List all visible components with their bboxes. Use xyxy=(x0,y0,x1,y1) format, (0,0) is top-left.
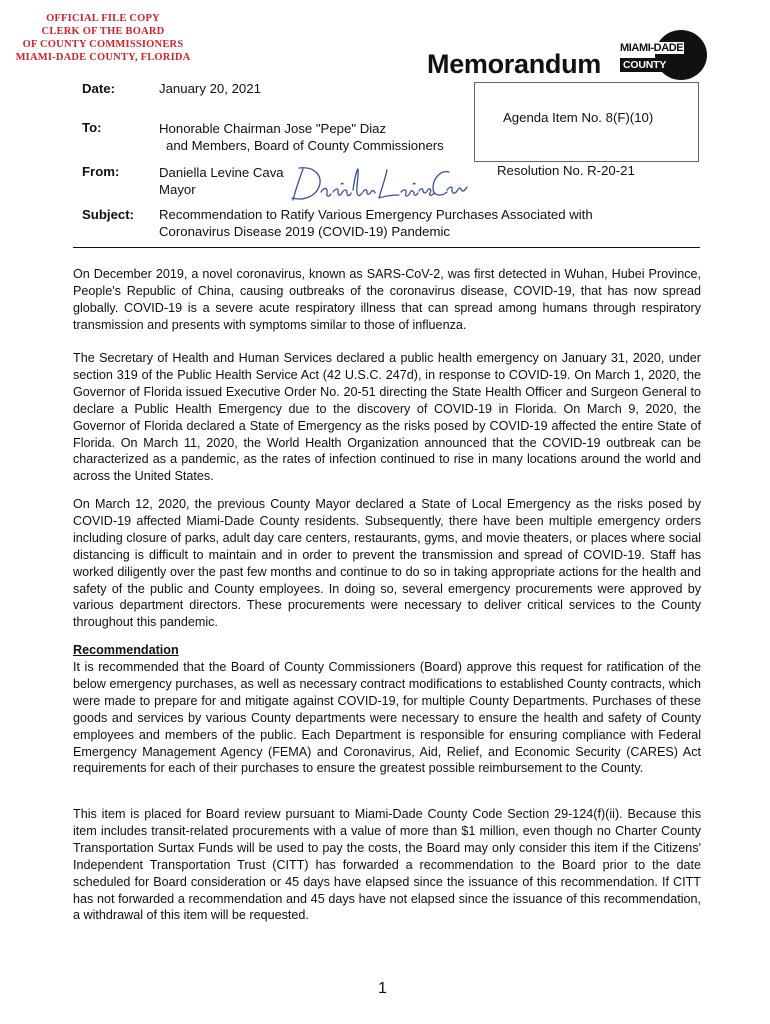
paragraph-2: The Secretary of Health and Human Services declared a public health emergency on January 31, 2020, under section 319 of the Public Health Service Act (42 U.S.C. 247d), in response to COVID-19. On March 1, 2020, the Governor of Florida issued Executive Order No. 20-51 directing the State Health Officer and Surgeon General to declare a Public Health Emergency due to the discovery of COVID-19 in Florida. On March 9, 2020, the Governor of Florida declared a State of Emergency as the risks posed by COVID-19 affected the entire State of Florida. On March 11, 2020, the World Health Organization announced that the COVID-19 outbreak can be characterized as a pandemic, as the rates of infection continued to rise in many locations around the world and across the United States. xyxy=(73,351,701,484)
date-label: Date: xyxy=(82,81,115,96)
resolution-number: Resolution No. R-20-21 xyxy=(497,163,635,178)
stamp-line: OFFICIAL FILE COPY xyxy=(46,13,160,24)
stamp-line: OF COUNTY COMMISSIONERS xyxy=(22,39,184,50)
logo-circle-icon xyxy=(655,30,707,80)
subject-line: Coronavirus Disease 2019 (COVID-19) Pandemic xyxy=(159,224,450,239)
paragraph-4: It is recommended that the Board of County Commissioners (Board) approve this request for ratification of the below emergency purchases, as well as necessary contract modifications to established County contracts, which were made to prepare for and mitigate against COVID-19, for multiple County Departments. Purchases of these goods and services by various County departments were necessary to ensure the health and safety of County employees and members of the public. Each Department is responsible for ensuring compliance with Federal Emergency Management Agency (FEMA) and Coronavirus, Aid, Relief, and Economic Security (CARES) Act requirements for each of their purchases to ensure the greatest possible reimbursement to the County. xyxy=(73,660,701,776)
from-title: Mayor xyxy=(159,182,196,197)
miami-dade-county-logo xyxy=(615,30,711,78)
memorandum-title: Memorandum xyxy=(427,49,602,79)
subject-line: Recommendation to Ratify Various Emergency Purchases Associated with xyxy=(159,207,593,222)
logo-top-text: MIAMI-DADE xyxy=(620,42,684,54)
official-file-copy-stamp xyxy=(12,12,194,64)
to-label: To: xyxy=(82,120,102,135)
from-label: From: xyxy=(82,164,120,179)
stamp-line: MIAMI-DADE COUNTY, FLORIDA xyxy=(15,52,191,63)
to-line: Honorable Chairman Jose "Pepe" Diaz xyxy=(159,121,387,136)
agenda-item-number: Agenda Item No. 8(F)(10) xyxy=(503,110,654,125)
from-name: Daniella Levine Cava xyxy=(159,165,284,180)
stamp-line: CLERK OF THE BOARD xyxy=(41,26,165,37)
paragraph-1: On December 2019, a novel coronavirus, known as SARS-CoV-2, was first detected in Wuhan, Hubei Province, People's Republic of China, causing outbreaks of the coronavirus disease, COVID-19, that has now spread globally. COVID-19 is a severe acute respiratory illness that can spread among humans through respiratory transmission and presents with symptoms similar to those of influenza. xyxy=(73,267,701,332)
signature-icon xyxy=(289,160,475,206)
to-recipients xyxy=(159,120,444,154)
date-value: January 20, 2021 xyxy=(159,81,261,96)
recommendation-heading: Recommendation xyxy=(73,643,179,657)
subject-label: Subject: xyxy=(82,207,135,222)
subject-text xyxy=(159,206,593,240)
paragraph-5: This item is placed for Board review pursuant to Miami-Dade County Code Section 29-124(f)(ii). Because this item includes transit-related procurements with a value of more than $1 million, even though no Charter County Transportation Surtax Funds will be used to pay the costs, the Board may only consider this item if the Citizens' Independent Transportation Trust (CITT) has forwarded a recommendation to the Board prior to the date scheduled for Board consideration or 45 days have elapsed since the issuance of this recommendation. If CITT has not forwarded a recommendation and 45 days have not elapsed since the issuance of this recommendation, a withdrawal of this item will be requested. xyxy=(73,807,701,923)
paragraph-3: On March 12, 2020, the previous County Mayor declared a State of Local Emergency as the risks posed by COVID-19 affected Miami-Dade County residents. Subsequently, there have been multiple emergency orders including closure of parks, adult day care centers, restaurants, gyms, and movie theaters, or places where social distancing is difficult to maintain and in order to prevent the transmission and spread of COVID-19. Staff has worked diligently over the past few months and continue to do so in taking appropriate actions for the health and safety of the public and County employees. In doing so, several emergency procurements were approved by various department directors. These procurements were necessary to deliver critical services to the County throughout this pandemic. xyxy=(73,497,701,630)
from-sender xyxy=(159,164,284,198)
header-divider xyxy=(73,247,700,248)
to-line: and Members, Board of County Commissioners xyxy=(166,138,444,153)
page-number: 1 xyxy=(378,980,387,997)
logo-bottom-text: COUNTY xyxy=(620,58,669,72)
